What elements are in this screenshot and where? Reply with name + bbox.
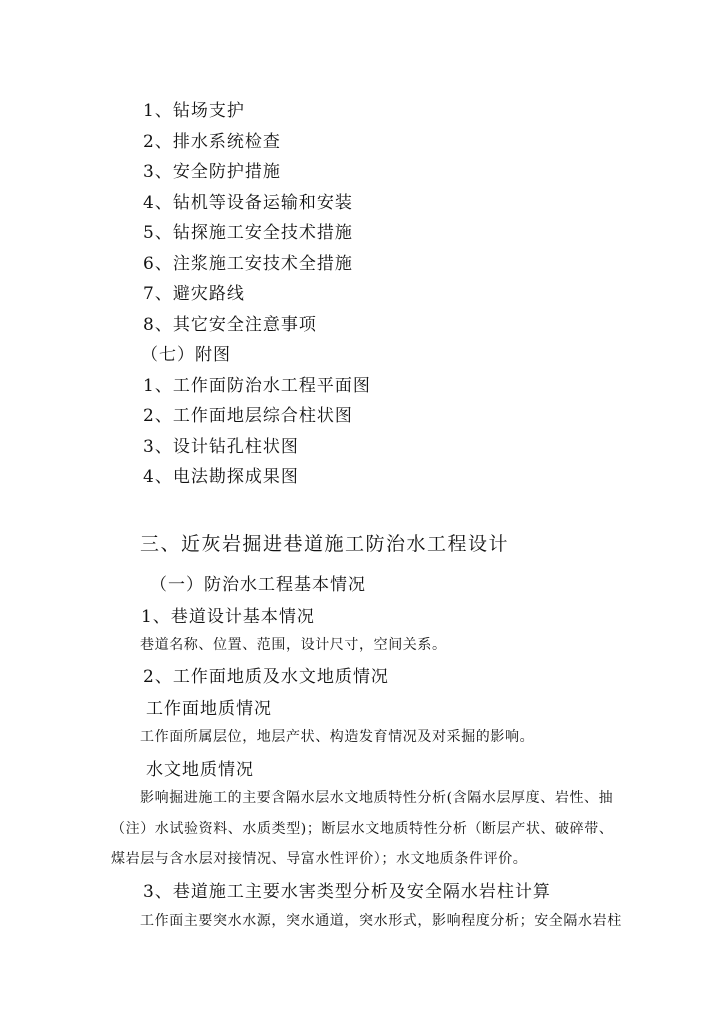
list-item: 3、安全防护措施 <box>143 162 281 182</box>
list-item: 3、设计钻孔柱状图 <box>143 437 299 457</box>
list-item: 8、其它安全注意事项 <box>143 315 317 335</box>
list-item: 1、工作面防治水工程平面图 <box>143 376 371 396</box>
item-heading: 1、巷道设计基本情况 <box>141 607 315 627</box>
paragraph: 工作面所属层位，地层产状、构造发育情况及对采掘的影响。 <box>140 729 535 745</box>
list-item: 1、钻场支护 <box>143 101 245 121</box>
list-item: 5、钻探施工安全技术措施 <box>143 223 353 243</box>
subsection-heading: （一）防治水工程基本情况 <box>150 575 366 595</box>
list-item: 4、钻机等设备运输和安装 <box>143 193 353 213</box>
paragraph-line: 工作面主要突水水源，突水通道，突水形式，影响程度分析；安全隔水岩柱 <box>140 913 622 929</box>
list-item: 6、注浆施工安技术全措施 <box>143 254 353 274</box>
item-heading: 3、巷道施工主要水害类型分析及安全隔水岩柱计算 <box>143 882 551 902</box>
item-heading: 2、工作面地质及水文地质情况 <box>143 667 389 687</box>
paragraph-line: （注）水试验资料、水质类型)；断层水文地质特性分析（断层产状、破碎带、 <box>111 821 614 837</box>
subsection-heading: （七）附图 <box>141 345 231 365</box>
list-item: 2、工作面地层综合柱状图 <box>143 406 353 426</box>
list-item: 4、电法勘探成果图 <box>143 467 299 487</box>
paragraph-line: 影响掘进施工的主要含隔水层水文地质特性分析(含隔水层厚度、岩性、抽 <box>140 790 614 806</box>
list-item: 7、避灾路线 <box>143 284 245 304</box>
paragraph: 巷道名称、位置、范围，设计尺寸，空间关系。 <box>140 637 447 653</box>
list-item: 2、排水系统检查 <box>143 132 281 152</box>
paragraph-line: 煤岩层与含水层对接情况、导富水性评价）；水文地质条件评价。 <box>111 851 528 867</box>
paragraph-heading: 工作面地质情况 <box>146 699 272 719</box>
section-heading: 三、近灰岩掘进巷道施工防治水工程设计 <box>140 533 510 555</box>
paragraph-heading: 水文地质情况 <box>146 760 254 780</box>
